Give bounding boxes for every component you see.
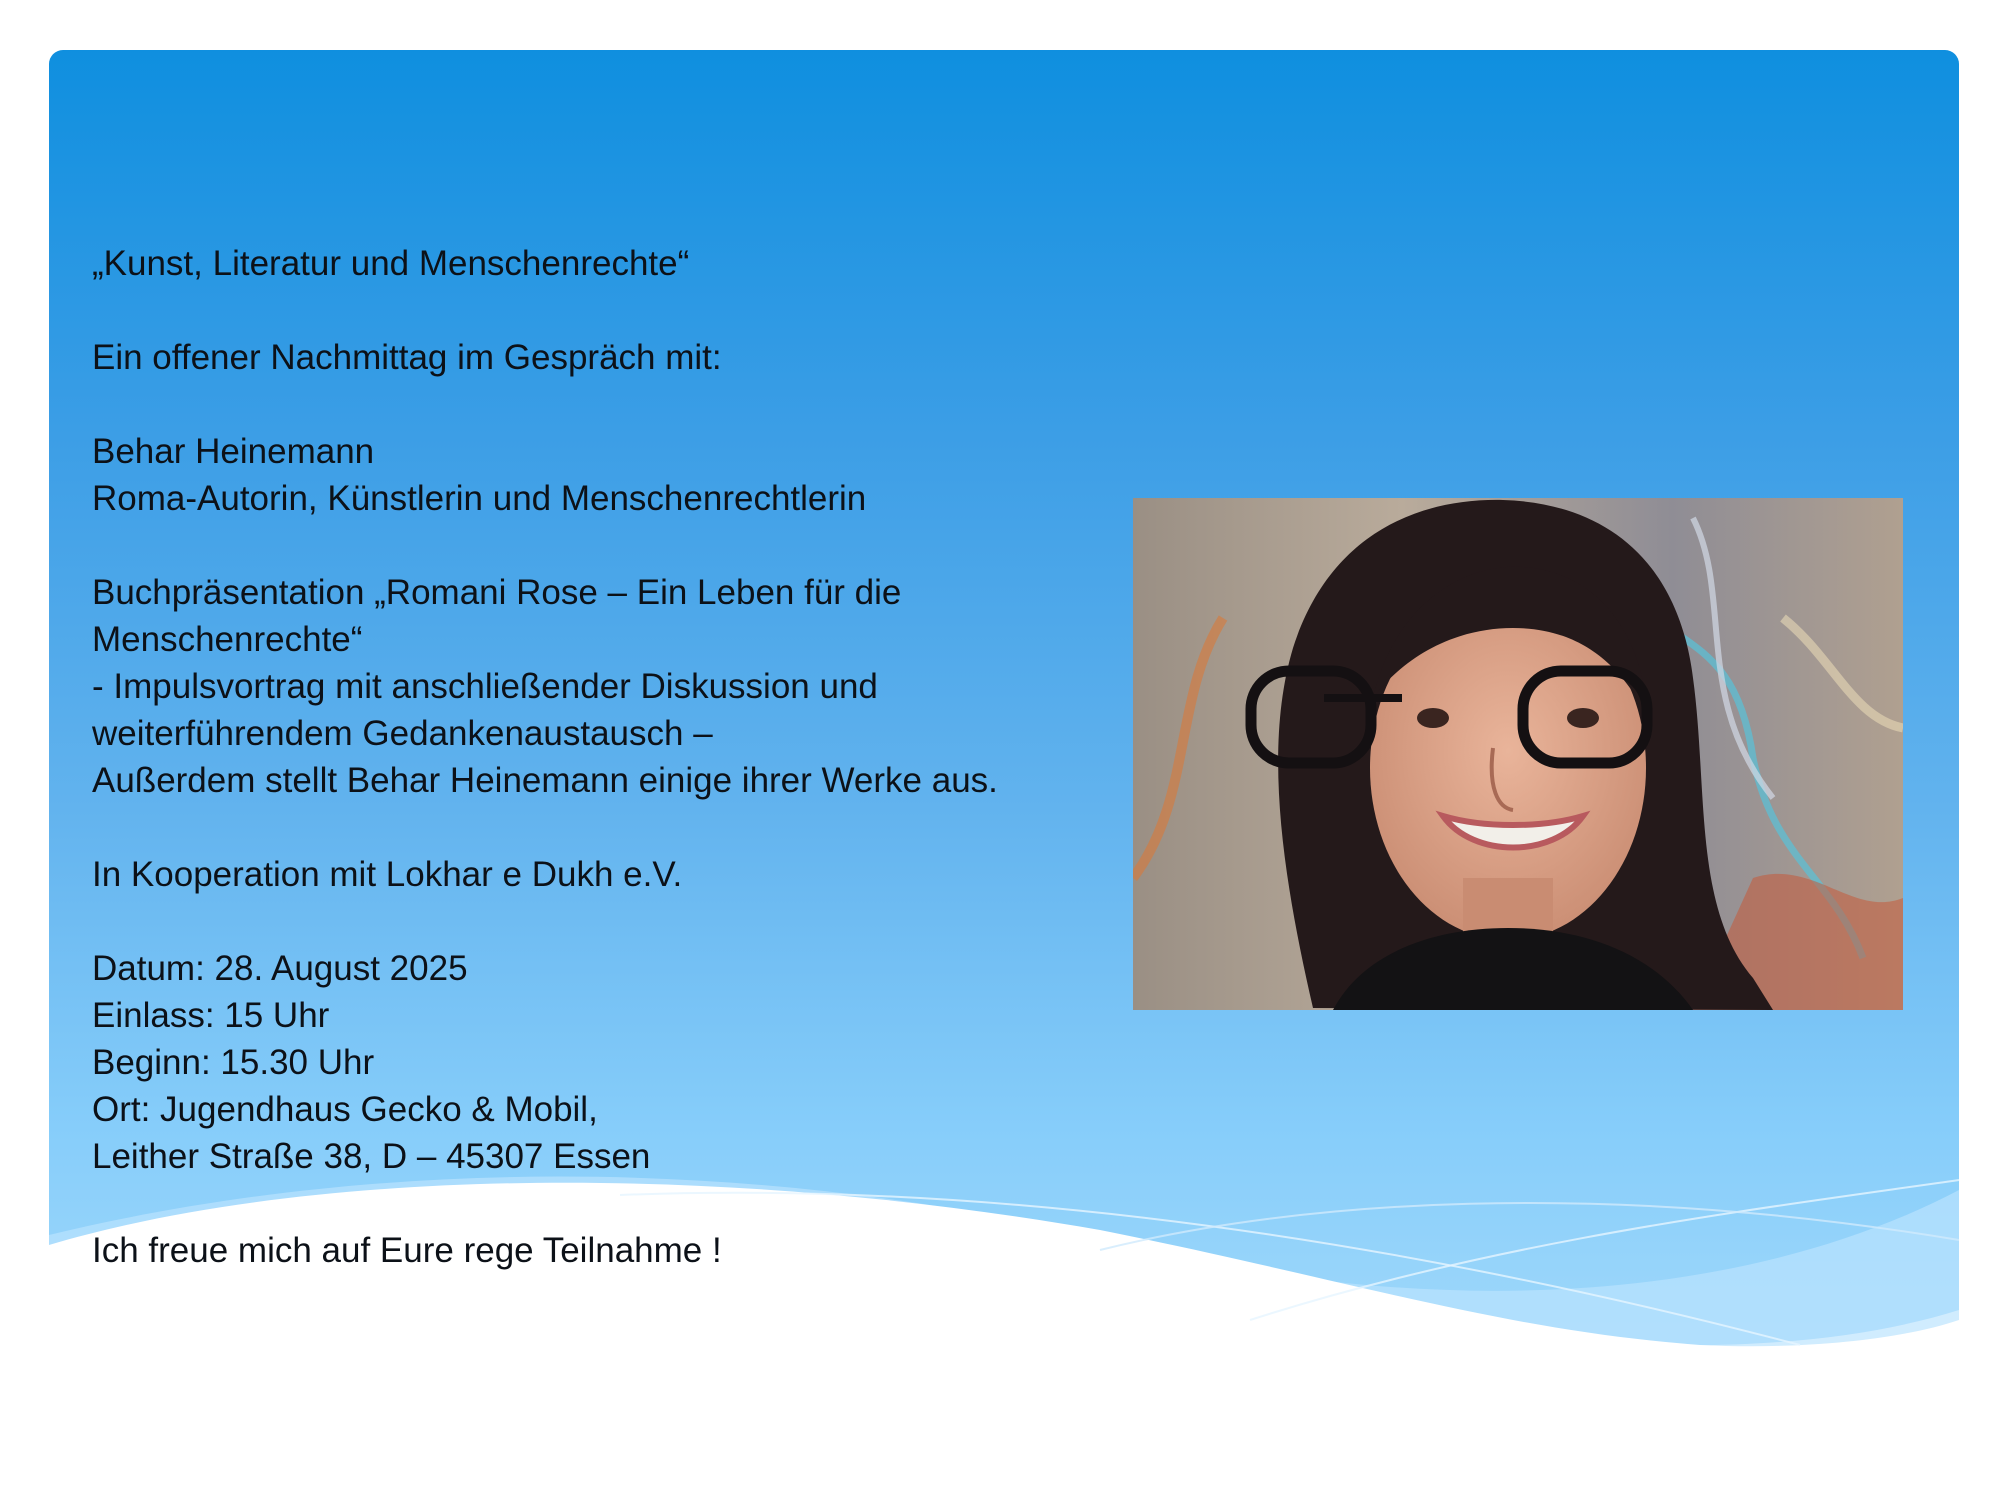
talk-line-2: weiterführendem Gedankenaustausch –: [92, 714, 713, 753]
event-venue: Ort: Jugendhaus Gecko & Mobil,: [92, 1090, 598, 1129]
event-intro: Ein offener Nachmittag im Gespräch mit:: [92, 338, 722, 377]
book-line-1: Buchpräsentation „Romani Rose – Ein Leben für die: [92, 573, 902, 612]
book-line-2: Menschenrechte“: [92, 620, 363, 659]
event-entry: Einlass: 15 Uhr: [92, 996, 330, 1035]
event-text: [92, 240, 1112, 1274]
speaker-role: Roma-Autorin, Künstlerin und Menschenrechtlerin: [92, 479, 867, 518]
closing-line: Ich freue mich auf Eure rege Teilnahme !: [92, 1231, 722, 1270]
event-title: „Kunst, Literatur und Menschenrechte“: [92, 244, 690, 283]
cooperation-line: In Kooperation mit Lokhar e Dukh e.V.: [92, 855, 683, 894]
speaker-name: Behar Heinemann: [92, 432, 375, 471]
event-address: Leither Straße 38, D – 45307 Essen: [92, 1137, 651, 1176]
event-start: Beginn: 15.30 Uhr: [92, 1043, 375, 1082]
event-date: Datum: 28. August 2025: [92, 949, 468, 988]
speaker-photo: [1133, 498, 1903, 1010]
exhibit-line: Außerdem stellt Behar Heinemann einige ihrer Werke aus.: [92, 761, 998, 800]
talk-line-1: - Impulsvortrag mit anschließender Diskussion und: [92, 667, 878, 706]
